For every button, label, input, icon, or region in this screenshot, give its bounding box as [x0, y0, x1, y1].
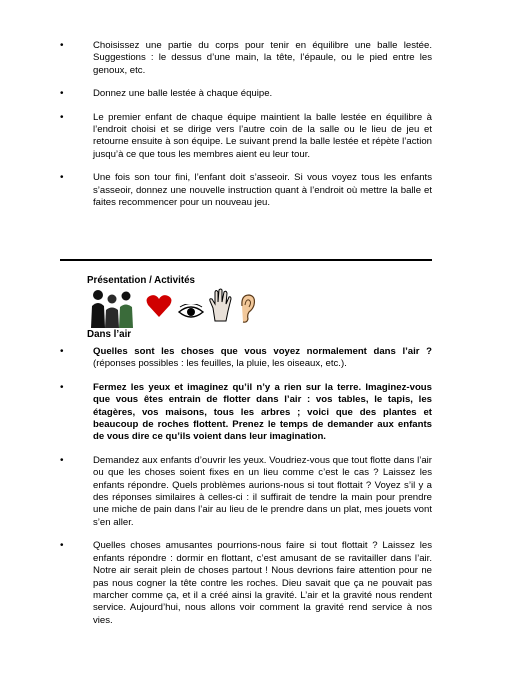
section-title: Présentation / Activités	[87, 275, 195, 286]
list-item-bold-text: Fermez les yeux et imaginez qu’il n’y a rien sur la terre. Imaginez-vous que vous êtes entrain de flotter dans l’air : vos tables, le tapis, les étagères, vos maisons, tous les arbres ; voici que des plantes et beaucoup de roches flottent. Prenez le temps de demander aux enfants de vous dire ce qu’ils voient dans leur imagination.	[93, 381, 432, 443]
instructions-list	[60, 40, 432, 220]
section-divider	[60, 259, 432, 261]
eye-icon	[178, 304, 204, 320]
bullet-icon: •	[60, 88, 64, 100]
bullet-icon: •	[60, 40, 64, 51]
children-icon	[88, 288, 134, 328]
list-item-text: (réponses possibles : les feuilles, la pluie, les oiseaux, etc.).	[93, 358, 347, 370]
subsection-title: Dans l’air	[87, 329, 132, 340]
list-item-text: Une fois son tour fini, l’enfant doit s’asseoir. Si vous voyez tous les enfants s’asseoir, donnez une nouvelle instruction quant à l’endroit où mettre la balle et faites recommencer pour un nouveau jeu.	[93, 172, 432, 209]
senses-icon-row	[88, 288, 268, 330]
list-item-text: Quelles choses amusantes pourrions-nous faire si tout flottait ? Laissez les enfants répondre : dormir en flottant, c’est amusant de se ravitailler dans l’air. Notre air serait plein de choses partout ! Nous devrions faire attention pour ne pas nous cogner la tête contre les roches. Dieu savait que ça ne pouvait pas marcher comme ça, et il a créé ainsi la gravité. L’air et la gravité nous rendent service. Aujourd’hui, nous allons voir comment la gravité rend service à nos vies.	[93, 540, 432, 626]
discussion-list	[60, 346, 432, 638]
list-item	[60, 88, 432, 100]
bullet-icon: •	[60, 540, 64, 552]
list-item	[60, 455, 432, 529]
list-item	[60, 382, 432, 444]
list-item-text: Le premier enfant de chaque équipe maintient la balle lestée en équilibre à l’endroit choisi et se dirige vers l’autre coin de la salle ou le lieu de jeu et retourne ensuite à son équipe. Le suivant prend la balle lestée et répète l’action jusqu’à ce que tous les membres aient eu leur tour.	[93, 111, 432, 160]
list-item	[60, 346, 432, 371]
heart-icon	[146, 294, 172, 318]
ear-icon	[238, 294, 256, 324]
list-item	[60, 172, 432, 209]
list-item-bold-text: Quelles sont les choses que vous voyez normalement dans l’air ?	[93, 346, 432, 357]
bullet-icon: •	[60, 454, 64, 466]
list-item-text: Demandez aux enfants d’ouvrir les yeux. Voudriez-vous que tout flotte dans l’air ou que les choses soient fixes en un lieu comme c’est le cas ? Laissez les enfants répondre. Quels problèmes aurions-nous si tout flottait ? Voyez s’il y a des réponses similaires à celles-ci : il suffirait de tendre la main pour prendre une miche de pain dans l’air au lieu de le prendre dans un plat, mes jouets vont s’en aller.	[93, 454, 432, 528]
bullet-icon: •	[60, 381, 64, 393]
list-item	[60, 40, 432, 77]
list-item	[60, 540, 432, 627]
bullet-icon: •	[60, 172, 64, 184]
bullet-icon: •	[60, 111, 64, 123]
list-item-text: Choisissez une partie du corps pour tenir en équilibre une balle lestée. Suggestions : le dessus d’une main, la tête, l’épaule, ou le pied entre les genoux, etc.	[93, 40, 432, 76]
list-item	[60, 112, 432, 162]
bullet-icon: •	[60, 346, 64, 357]
hand-icon	[208, 288, 234, 322]
list-item-text: Donnez une balle lestée à chaque équipe.	[93, 88, 273, 100]
